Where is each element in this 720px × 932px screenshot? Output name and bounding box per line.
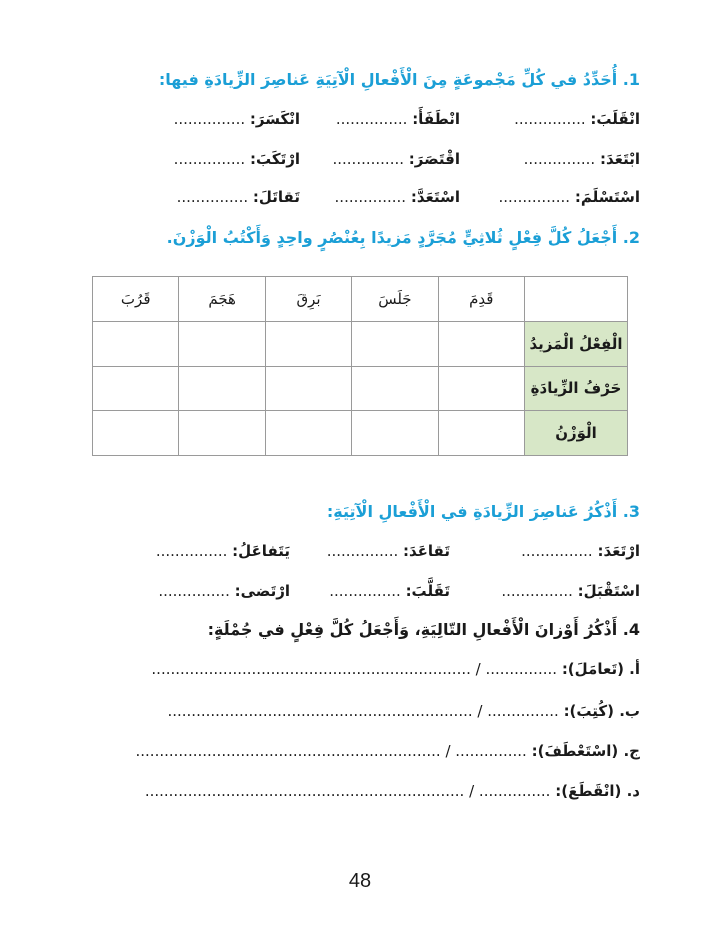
q4-label: د. (انْقَطَعَ): [555, 782, 640, 800]
answer-blank[interactable]: ................................................................... [151, 660, 471, 678]
q3-verb: اسْتَقْبَلَ: [577, 582, 640, 600]
separator: / [477, 702, 483, 720]
q1-item [499, 188, 640, 206]
separator: / [469, 782, 475, 800]
table-row-header: حَرْفُ الزِّيادَةِ [525, 366, 628, 411]
table-answer-cell[interactable] [265, 321, 351, 366]
q3-item [158, 582, 290, 600]
table-answer-cell[interactable] [93, 366, 179, 411]
answer-blank[interactable]: ............... [521, 542, 593, 560]
table-column-header: جَلَسَ [352, 277, 438, 322]
table-answer-cell[interactable] [179, 321, 265, 366]
table-answer-cell[interactable] [179, 366, 265, 411]
q4-line-c [136, 742, 641, 760]
answer-blank[interactable]: ............... [176, 188, 249, 206]
q1-verb: اسْتَسْلَمَ: [574, 188, 640, 206]
q1-row-1 [0, 110, 720, 132]
question-1-title: 1. أُحَدِّدُ في كُلِّ مَجْموعَةٍ مِنَ الْأَفْعالِ الْآتِيَةِ عَناصِرَ الزِّيادَةِ فيها: [158, 70, 640, 89]
answer-blank[interactable]: ............... [478, 782, 551, 800]
q3-item [156, 542, 290, 560]
table-answer-cell[interactable] [438, 411, 524, 456]
answer-blank[interactable]: ............... [173, 110, 246, 128]
answer-blank[interactable]: ............... [523, 150, 596, 168]
answer-blank[interactable]: ............... [158, 582, 230, 600]
q1-row-3 [0, 188, 720, 210]
q1-item [336, 110, 460, 128]
q3-verb: ارْتَضى: [234, 582, 290, 600]
answer-blank[interactable]: ................................................................ [167, 702, 473, 720]
table-row-header: الْوَزْنُ [525, 411, 628, 456]
q1-verb: اسْتَعَدَّ: [410, 188, 460, 206]
answer-blank[interactable]: ............... [332, 150, 405, 168]
table-row [93, 411, 628, 456]
q1-verb: تَقاتَلَ: [252, 188, 300, 206]
answer-blank[interactable]: ............... [329, 582, 401, 600]
verbs-table [92, 276, 628, 456]
q3-item [501, 582, 640, 600]
table-row [93, 321, 628, 366]
q3-verb: تَقَلَّبَ: [405, 582, 450, 600]
q3-verb: ارْتَعَدَ: [597, 542, 640, 560]
table-answer-cell[interactable] [352, 321, 438, 366]
separator: / [475, 660, 481, 678]
q1-verb: ارْتَكَبَ: [249, 150, 300, 168]
table-column-header: بَرِقَ [265, 277, 351, 322]
q1-verb: انْقَلَبَ: [590, 110, 640, 128]
table-answer-cell[interactable] [93, 411, 179, 456]
q3-item [521, 542, 640, 560]
q3-row-1 [0, 542, 720, 564]
table-answer-cell[interactable] [93, 321, 179, 366]
answer-blank[interactable]: ............... [455, 742, 527, 760]
q1-row-2 [0, 150, 720, 172]
answer-blank[interactable]: ............... [514, 110, 586, 128]
table-answer-cell[interactable] [352, 411, 438, 456]
q4-label: أ. (تَعامَلَ): [561, 660, 640, 678]
q1-verb: انْطَفَأَ: [412, 110, 460, 128]
answer-blank[interactable]: ............... [335, 110, 408, 128]
q1-item [514, 110, 640, 128]
answer-blank[interactable]: ............... [334, 188, 407, 206]
q3-verb: يَتَفاعَلُ: [232, 542, 290, 560]
answer-blank[interactable]: ................................................................... [144, 782, 465, 800]
table-answer-cell[interactable] [265, 366, 351, 411]
table-answer-cell[interactable] [352, 366, 438, 411]
q1-item [177, 188, 300, 206]
q4-line-d [145, 782, 640, 800]
table-column-header: قَدِمَ [438, 277, 524, 322]
table-header-row [93, 277, 628, 322]
q1-item [174, 110, 300, 128]
answer-blank[interactable]: ............... [155, 542, 228, 560]
table-answer-cell[interactable] [438, 366, 524, 411]
table-column-header: هَجَمَ [179, 277, 265, 322]
table-corner-cell [525, 277, 628, 322]
answer-blank[interactable]: ............... [487, 702, 559, 720]
q4-line-b [167, 702, 640, 720]
q3-row-2 [0, 582, 720, 604]
table-column-header: قَرُبَ [93, 277, 179, 322]
q1-item [524, 150, 640, 168]
q1-verb: ابْتَعَدَ: [599, 150, 640, 168]
q3-verb: تَقاعَدَ: [403, 542, 450, 560]
q4-label: ج. (اسْتَعْطَفَ): [531, 742, 640, 760]
answer-blank[interactable]: ................................................................ [135, 742, 441, 760]
q1-item [335, 188, 460, 206]
page-number: 48 [348, 870, 372, 892]
answer-blank[interactable]: ............... [173, 150, 246, 168]
question-2-title: 2. أَجْعَلُ كُلَّ فِعْلٍ ثُلاثِيٍّ مُجَرَّدٍ مَزيدًا بِعُنْصُرٍ واحِدٍ وَأَكْتُبُ الْوَزْنَ. [166, 228, 640, 247]
q3-item [327, 542, 450, 560]
table-answer-cell[interactable] [438, 321, 524, 366]
table-answer-cell[interactable] [265, 411, 351, 456]
answer-blank[interactable]: ............... [498, 188, 571, 206]
answer-blank[interactable]: ............... [326, 542, 399, 560]
q1-verb: اقْتَصَرَ: [408, 150, 460, 168]
q1-verb: انْكَسَرَ: [249, 110, 300, 128]
q3-item [329, 582, 450, 600]
q1-item [174, 150, 300, 168]
question-3-title: 3. أَذْكُرُ عَناصِرَ الزِّيادَةِ في الْأَفْعالِ الْآتِيَةِ: [326, 502, 640, 521]
question-4-title: 4. أَذْكُرُ أَوْزانَ الْأَفْعالِ التّالِيَةِ، وَأَجْعَلُ كُلَّ فِعْلٍ في جُمْلَةٍ: [207, 620, 640, 639]
table-answer-cell[interactable] [179, 411, 265, 456]
separator: / [445, 742, 451, 760]
table-row-header: الْفِعْلُ الْمَزيدُ [525, 321, 628, 366]
q1-item [332, 150, 460, 168]
q4-line-a [151, 660, 640, 678]
answer-blank[interactable]: ............... [485, 660, 558, 678]
answer-blank[interactable]: ............... [501, 582, 573, 600]
q4-label: ب. (كُتِبَ): [563, 702, 640, 720]
table-row [93, 366, 628, 411]
